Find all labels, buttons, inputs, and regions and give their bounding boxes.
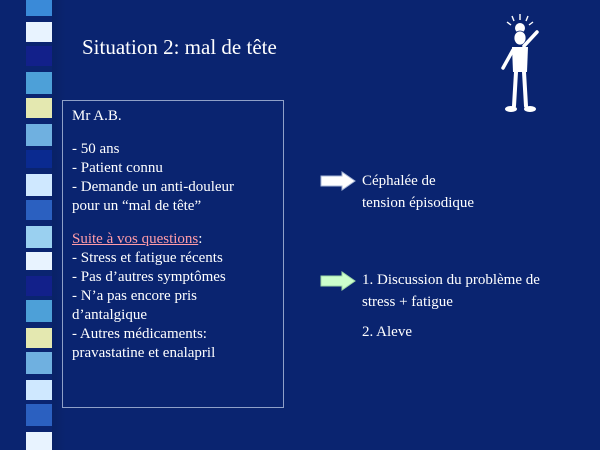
diagnosis-text [362, 170, 474, 214]
plan-step-1-line-2: stress + fatigue [362, 294, 453, 310]
arrow-right-icon [320, 271, 356, 291]
diagnosis-line-1: Céphalée de [362, 173, 436, 189]
plan-step-2: 2. Aleve [362, 324, 412, 340]
answer-other-meds: - Autres médicaments: [72, 326, 207, 342]
answer-no-symptoms: - Pas d’autres symptômes [72, 269, 226, 285]
strip-blocks [26, 0, 52, 450]
fact-known-patient: - Patient connu [72, 160, 163, 176]
questions-colon: : [198, 231, 203, 247]
questions-heading [72, 230, 283, 249]
arrow-right-icon [320, 171, 356, 191]
answer-no-analgesic: - N’a pas encore pris [72, 288, 197, 304]
fact-request-cont: pour un “mal de tête” [72, 198, 202, 214]
patient-info-box [62, 100, 284, 408]
answer-stress: - Stress et fatigue récents [72, 250, 223, 266]
patient-name: Mr A.B. [72, 108, 122, 124]
fact-age: - 50 ans [72, 141, 120, 157]
stick-figure-idea-icon [498, 12, 558, 124]
diagnosis-line-2: tension épisodique [362, 195, 475, 211]
answer-other-meds-cont: pravastatine et enalapril [72, 345, 216, 361]
decorative-side-strip [0, 0, 66, 450]
plan-text [362, 269, 540, 343]
answer-no-analgesic-cont: d’antalgique [72, 307, 147, 323]
plan-step-1-line-1: 1. Discussion du problème de [362, 272, 540, 288]
fact-request: - Demande un anti-douleur [72, 179, 235, 195]
slide-title: Situation 2: mal de tête [82, 35, 277, 59]
questions-label: Suite à vos questions [72, 231, 199, 247]
